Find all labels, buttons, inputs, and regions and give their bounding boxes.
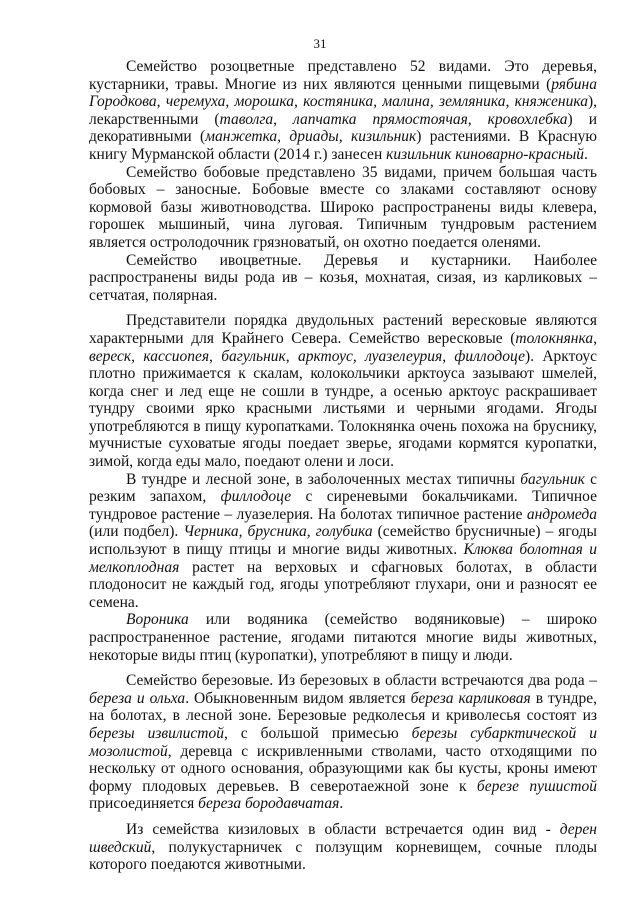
italic-term: береза карликовая <box>410 689 531 707</box>
italic-term: манжетка, дриады, кизильник <box>205 128 417 146</box>
text-run: ), лекарственными ( <box>89 93 597 128</box>
text-run: ). Арктоус плотно прижимается к скалам, колокольчики арктоуса зазывают шмелей, когда снег и лед еще не сошли в тундре, а осенью арктоус раскрашивает тундру своими ярко красными листьями и черными ягодами. Ягоды употребляются в пищу куропатками. Толокнянка очень похожа на бруснику, мучнистые суховатые ягоды поедает зверье, ягодами кормятся куропатки, зимой, когда еды мало, поедают олени и лоси. <box>89 347 597 471</box>
italic-term: багульник <box>520 470 585 488</box>
text-run: или водяника (семейство водяниковые) – широко распространенное растение, ягодами питаются многие виды животных, некоторые виды птиц (куропатки), употребляют в пищу и люди. <box>89 611 597 664</box>
text-run: . Обыкновенным видом является <box>185 689 411 707</box>
document-body <box>89 58 597 874</box>
text-run: , с большой примесью <box>223 724 412 742</box>
text-run: . <box>584 145 588 163</box>
text-run: Семейство бобовые представлено 35 видами, причем большая часть бобовых – заносные. Бобовые вместе со злаками составляют основу кормовой базы животноводства. Широко распространены виды клевера, горошек мышиный, чина луговая. Типичным тундровым растением является остролодочник грязноватый, он охотно поедается оленями. <box>89 163 597 251</box>
text-run: . <box>339 795 344 813</box>
italic-term: березы субарктической и мозолистой <box>89 724 597 760</box>
paragraph <box>89 252 597 305</box>
text-run: В тундре и лесной зоне, в заболоченных местах типичны <box>126 470 521 488</box>
paragraph <box>89 611 597 664</box>
text-run: присоединяется <box>89 795 199 813</box>
text-run: ) и декоративными ( <box>89 110 597 146</box>
page-number: 31 <box>313 36 327 51</box>
italic-term: рябина Городкова, черемуха, морошка, костяника, малина, земляника, княженика <box>89 75 597 111</box>
italic-term: кизильник киноварно-красный <box>386 145 585 163</box>
text-run: растет на верховых и сфагновых болотах, в области плодоносит не каждый год, ягоды употребляют глухари, они и разносят ее семена. <box>89 558 597 611</box>
italic-term: Черника, брусника, голубика <box>183 523 373 541</box>
text-run: ) растениями. В Красную книгу Мурманской области (2014 г.) занесен <box>89 128 597 163</box>
italic-term: береза и ольха <box>89 689 186 707</box>
text-run: , полукустарничек с ползущим корневищем, сочные плоды которого поедаются животными. <box>89 838 597 874</box>
paragraph <box>89 312 597 470</box>
italic-term: береза бородавчатая <box>198 795 340 813</box>
italic-term: филлодоце <box>220 488 292 506</box>
paragraph <box>89 58 597 164</box>
italic-term: дерен шведский <box>89 820 597 856</box>
text-run: Семейство ивоцветные. Деревья и кустарники. Наиболее распространены виды рода ив – козья, мохнатая, сизая, из карликовых – сетчатая, полярная. <box>89 251 597 304</box>
italic-term: березы извилистой <box>89 724 224 742</box>
paragraph <box>89 471 597 612</box>
italic-term: таволга, лапчатка прямостоячая, кровохлебка <box>219 110 568 128</box>
text-run: в тундре, на болотах, в лесной зоне. Березовые редколесья и криволесья состоят из <box>89 689 598 725</box>
text-run: с резким запахом, <box>89 470 597 506</box>
text-run: Представители порядка двудольных растений вересковые являются характерными для Крайнего Севера. Семейство вересковые ( <box>89 312 597 347</box>
paragraph <box>89 164 597 252</box>
paragraph <box>89 821 597 874</box>
italic-term: березе пушистой <box>476 777 598 795</box>
text-run: (семейство брусничные) – ягоды используют в пищу птицы и многие виды животных. <box>89 523 597 559</box>
italic-term: андромеда <box>526 505 597 523</box>
paragraph <box>89 672 597 813</box>
italic-term: Вороника <box>126 611 189 629</box>
text-run: Семейство розоцветные представлено 52 видами. Это деревья, кустарники, травы. Многие из них являются ценными пищевыми ( <box>89 58 597 93</box>
text-run: , деревца с искривленными стволами, часто отходящими по нескольку от одного основания, образующими как бы кусты, кроны имеют форму плодовых деревьев. В северотаежной зоне к <box>89 742 597 795</box>
text-run: (или подбел). <box>89 523 184 541</box>
text-run: Из семейства кизиловых в области встречается один вид - <box>126 820 560 838</box>
italic-term: толокнянка, вереск, кассиопея, багульник, арктоус, луазелеурия, филлодоце <box>89 329 597 365</box>
italic-term: Клюква болотная и мелкоплодная <box>89 541 597 576</box>
text-run: с сиреневыми бокальчиками. Типичное тундровое растение – луазелерия. На болотах типичное растение <box>89 488 597 523</box>
text-run: Семейство березовые. Из березовых в области встречаются два рода – <box>126 672 597 690</box>
